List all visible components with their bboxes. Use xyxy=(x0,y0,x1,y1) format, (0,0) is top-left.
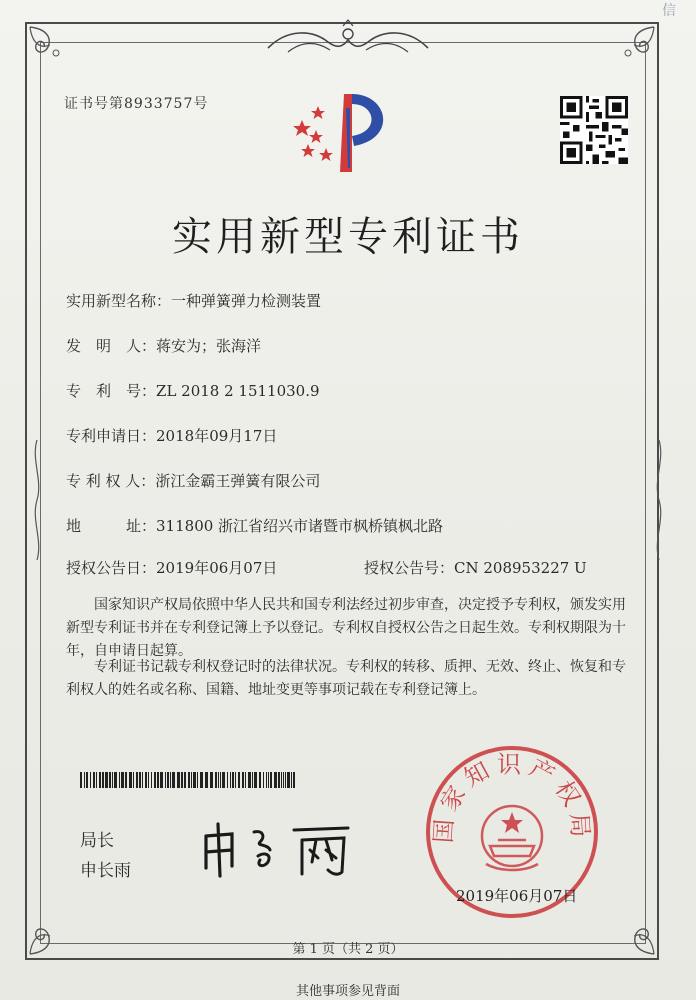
field-label: 授权公告号： xyxy=(364,559,455,577)
certificate-number: 证书号第8933757号 xyxy=(64,96,209,112)
certificate-title: 实用新型专利证书 xyxy=(172,214,524,260)
field-value: CN 208953227 U xyxy=(454,559,587,577)
field-value: 2019年06月07日 xyxy=(156,559,278,577)
field-value: 2018年09月17日 xyxy=(156,427,278,445)
footer-note: 其他事项参见背面 xyxy=(295,984,400,999)
statement-paragraph-2: 专利证书记载专利权登记时的法律状况。专利权的转移、质押、无效、终止、恢复和专利权人的姓名或名称、国籍、地址变更等事项记载在专利登记簿上。 xyxy=(66,659,626,698)
director-signature xyxy=(198,818,358,880)
statement-paragraph-1: 国家知识产权局依照中华人民共和国专利法经过初步审查，决定授予专利权，颁发实用新型专利证书并在专利登记簿上予以登记。专利权自授权公告之日起生效。专利权期限为十年，自申请日起算。 xyxy=(66,597,626,659)
corner-mark: 信 xyxy=(662,3,676,19)
side-ornament-left xyxy=(29,440,45,560)
qr-code xyxy=(560,96,628,164)
field-value: 浙江金霸王弹簧有限公司 xyxy=(155,472,321,490)
field-value: 蒋安为；张海洋 xyxy=(156,337,262,355)
corner-ornament-top-right xyxy=(598,23,658,83)
field-utility-model-name xyxy=(66,290,321,311)
field-label: 实用新型名称： xyxy=(66,292,172,310)
director-title: 局长 xyxy=(80,831,114,851)
field-label: 授权公告日： xyxy=(66,559,157,577)
corner-ornament-top-left xyxy=(26,23,86,83)
field-patent-number xyxy=(66,380,320,401)
field-label: 专 利 权 人： xyxy=(66,472,156,490)
director-name: 申长雨 xyxy=(80,861,131,881)
field-grant-number xyxy=(364,557,587,578)
field-label: 发 明 人： xyxy=(66,337,157,355)
top-ornament xyxy=(258,18,438,64)
field-address xyxy=(66,515,443,536)
patent-office-logo xyxy=(288,88,408,174)
field-inventor xyxy=(66,335,261,356)
field-label: 专 利 号： xyxy=(66,382,157,400)
page-number: 第 1 页（共 2 页） xyxy=(292,942,404,957)
field-filing-date xyxy=(66,425,277,446)
svg-text:国家知识产权局 xyxy=(429,751,595,844)
field-value: 一种弹簧弹力检测装置 xyxy=(171,292,322,310)
side-ornament-right xyxy=(651,440,667,560)
field-value: ZL 2018 2 1511030.9 xyxy=(156,382,320,400)
field-patentee xyxy=(66,470,320,491)
field-value: 311800 浙江省绍兴市诸暨市枫桥镇枫北路 xyxy=(156,517,444,535)
field-label: 专利申请日： xyxy=(66,427,157,445)
barcode xyxy=(80,772,298,788)
seal-text: 国家知识产权局 xyxy=(429,750,595,845)
field-grant-date xyxy=(66,557,277,578)
seal-date: 2019年06月07日 xyxy=(456,887,578,905)
field-label: 地 址： xyxy=(66,517,157,535)
